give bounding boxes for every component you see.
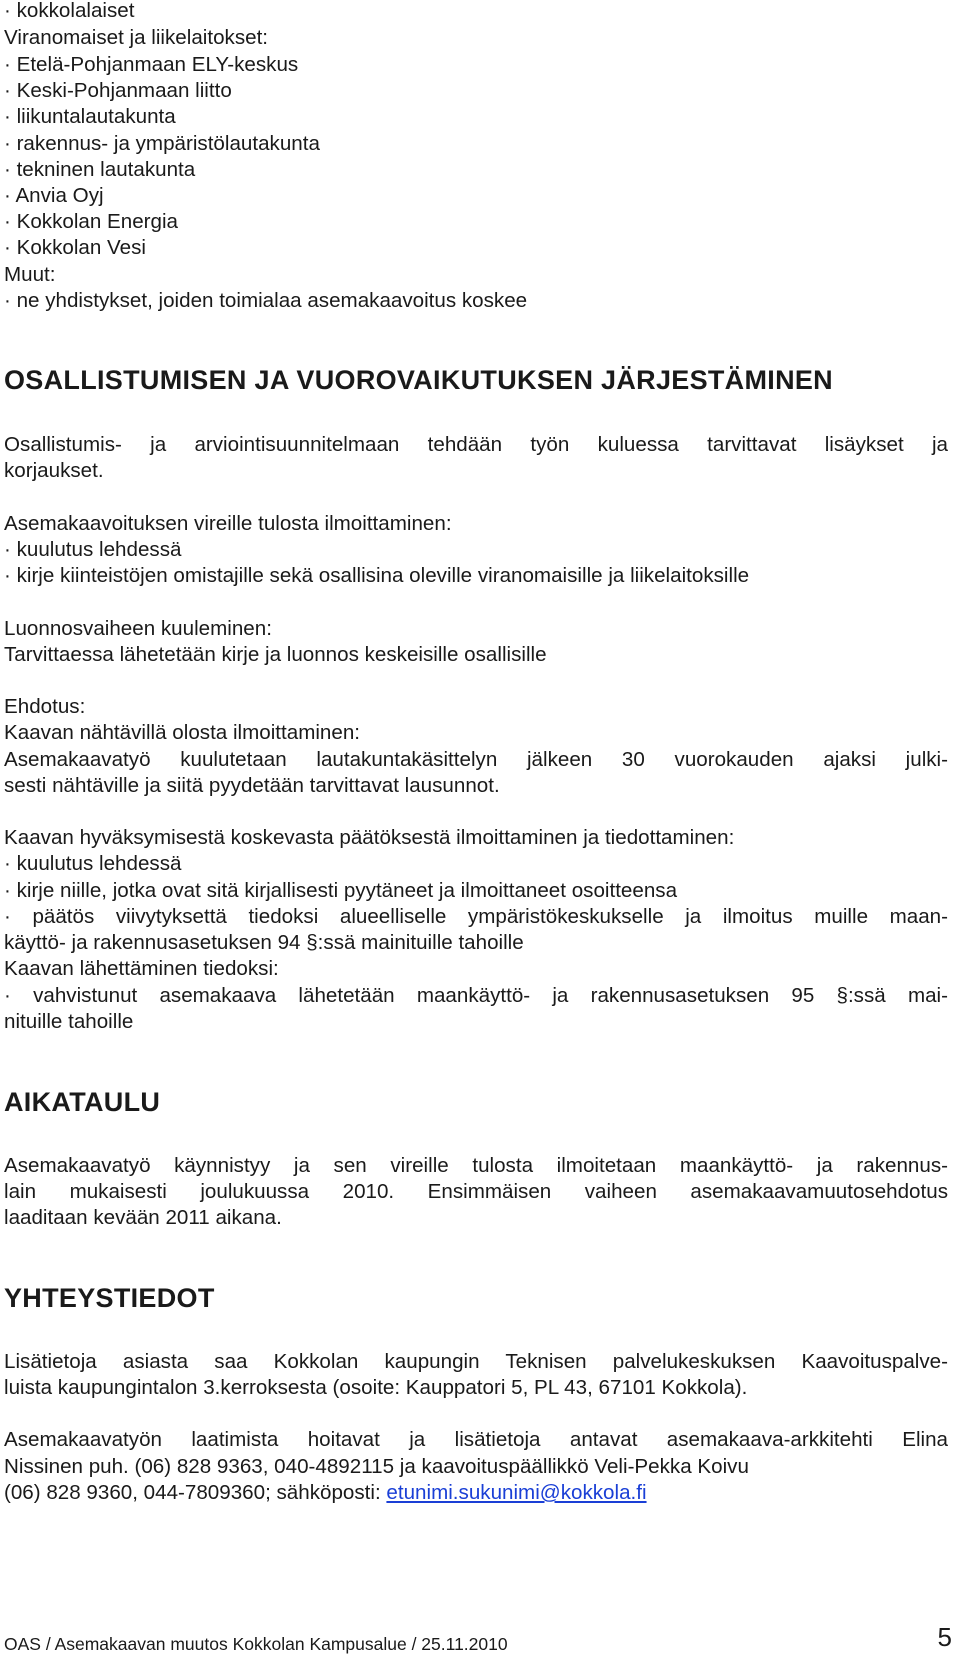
paragraph-line: Tarvittaessa lähetetään kirje ja luonnos keskeisille osallisille: [4, 643, 547, 666]
subheading: Viranomaiset ja liikelaitokset:: [4, 26, 269, 49]
paragraph-line: Osallistumis- ja arviointisuunnitelmaan tehdään työn kuluessa tarvittavat lisäykset ja: [4, 433, 948, 456]
paragraph-line: käyttö- ja rakennusasetuksen 94 §:ssä mainituille tahoille: [4, 931, 524, 954]
paragraph-line: lain mukaisesti joulukuussa 2010. Ensimmäisen vaiheen asemakaavamuutosehdotus: [4, 1180, 948, 1203]
list-item: · rakennus- ja ympäristölautakunta: [4, 132, 320, 155]
subheading: Muut:: [4, 263, 56, 286]
section-heading: AIKATAULU: [4, 1087, 161, 1117]
list-item: · Anvia Oyj: [4, 184, 104, 207]
subheading: Kaavan lähettäminen tiedoksi:: [4, 957, 279, 980]
paragraph-line: Asemakaavatyön laatimista hoitavat ja lisätietoja antavat asemakaava-arkkitehti Elina: [4, 1428, 948, 1451]
list-item: · liikuntalautakunta: [4, 105, 176, 128]
email-link[interactable]: etunimi.sukunimi@kokkola.fi: [386, 1481, 647, 1504]
paragraph-line: nituille tahoille: [4, 1010, 134, 1033]
paragraph-line: sesti nähtäville ja siitä pyydetään tarvittavat lausunnot.: [4, 774, 500, 797]
section-heading: OSALLISTUMISEN JA VUOROVAIKUTUKSEN JÄRJESTÄMINEN: [4, 365, 833, 395]
list-item: · Kokkolan Vesi: [4, 236, 146, 259]
list-item: · Etelä-Pohjanmaan ELY-keskus: [4, 53, 299, 76]
page-number: 5: [937, 1622, 952, 1652]
paragraph-line: luista kaupungintalon 3.kerroksesta (osoite: Kauppatori 5, PL 43, 67101 Kokkola).: [4, 1376, 748, 1399]
list-item: · tekninen lautakunta: [4, 158, 196, 181]
paragraph-line: Asemakaavatyö kuulutetaan lautakuntakäsittelyn jälkeen 30 vuorokauden ajaksi julki-: [4, 748, 948, 771]
list-item: · vahvistunut asemakaava lähetetään maankäyttö- ja rakennusasetuksen 95 §:ssä mai-: [4, 984, 948, 1007]
list-item: · ne yhdistykset, joiden toimialaa asemakaavoitus koskee: [4, 289, 528, 312]
subheading: Kaavan hyväksymisestä koskevasta päätöksestä ilmoittaminen ja tiedottaminen:: [4, 826, 735, 849]
subheading: Kaavan nähtävillä olosta ilmoittaminen:: [4, 721, 361, 744]
paragraph-line: Asemakaavatyö käynnistyy ja sen vireille tulosta ilmoitetaan maankäyttö- ja rakennus-: [4, 1154, 948, 1177]
list-item: · Keski-Pohjanmaan liitto: [4, 79, 232, 102]
list-item: · kuulutus lehdessä: [4, 538, 182, 561]
list-item: · kirje niille, jotka ovat sitä kirjallisesti pyytäneet ja ilmoittaneet osoitteensa: [4, 879, 678, 902]
list-item: · kokkolalaiset: [4, 0, 135, 22]
list-item: · Kokkolan Energia: [4, 210, 179, 233]
list-item: · kuulutus lehdessä: [4, 852, 182, 875]
subheading: Asemakaavoituksen vireille tulosta ilmoittaminen:: [4, 512, 452, 535]
paragraph-line: laaditaan kevään 2011 aikana.: [4, 1206, 282, 1229]
contact-text: (06) 828 9360, 044-7809360; sähköposti:: [4, 1481, 387, 1504]
list-item: · päätös viivytyksettä tiedoksi alueelliselle ympäristökeskukselle ja ilmoitus muille maan-: [4, 905, 948, 928]
page-footer: OAS / Asemakaavan muutos Kokkolan Kampusalue / 25.11.2010: [4, 1634, 508, 1654]
subheading: Luonnosvaiheen kuuleminen:: [4, 617, 272, 640]
section-heading: YHTEYSTIEDOT: [4, 1283, 215, 1313]
paragraph-line: Nissinen puh. (06) 828 9363, 040-4892115 ja kaavoituspäällikkö Veli-Pekka Koivu: [4, 1455, 749, 1478]
paragraph-line: Lisätietoja asiasta saa Kokkolan kaupungin Teknisen palvelukeskuksen Kaavoituspalve-: [4, 1350, 948, 1373]
subheading: Ehdotus:: [4, 695, 86, 718]
paragraph-line: korjaukset.: [4, 459, 104, 482]
paragraph-line: [4, 1479, 647, 1506]
list-item: · kirje kiinteistöjen omistajille sekä osallisina oleville viranomaisille ja liikelaitoksille: [4, 564, 750, 587]
